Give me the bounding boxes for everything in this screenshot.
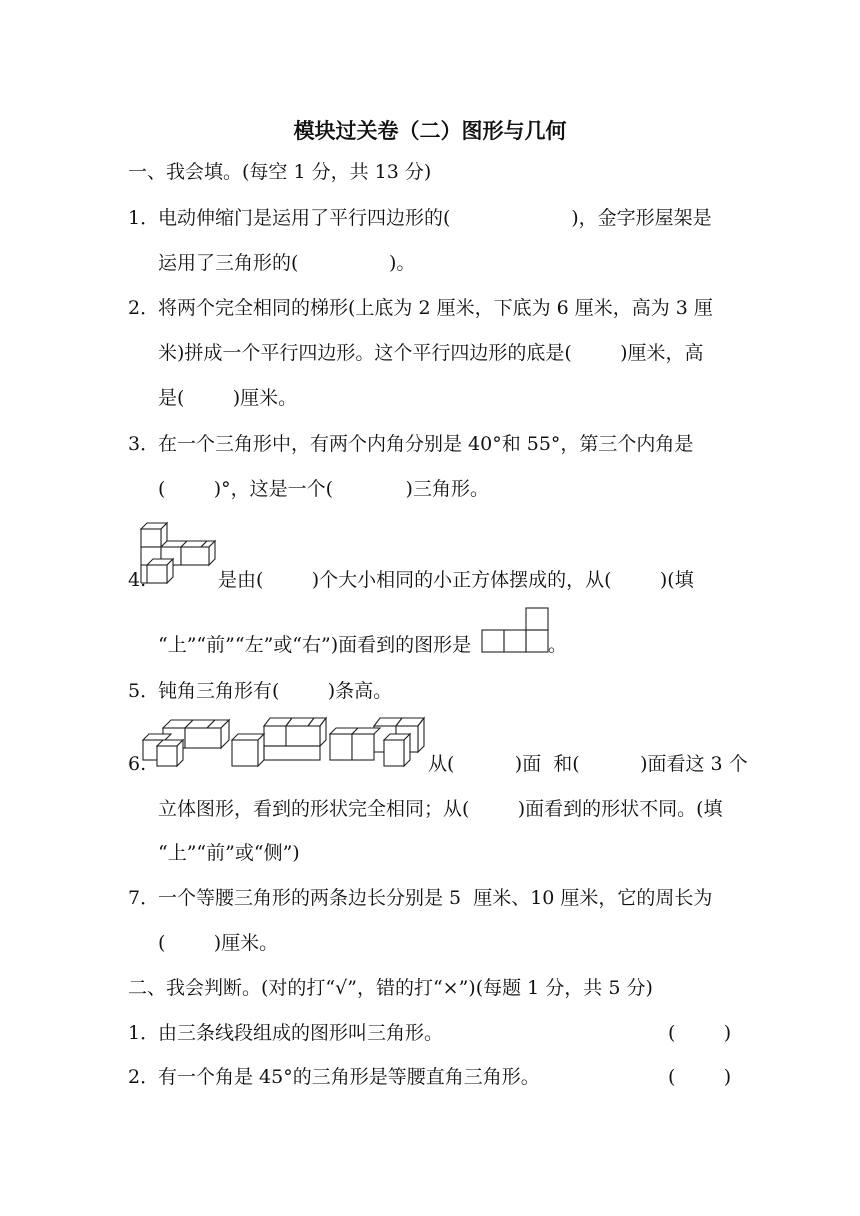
q6-line2: 立体图形，看到的形状完全相同；从( )面看到的形状不同。(填 — [158, 798, 723, 820]
q2-line1 — [128, 295, 713, 321]
q7-line1 — [128, 885, 712, 911]
judge-item-2 — [128, 1064, 540, 1090]
q4-view-figure — [480, 606, 552, 654]
q6-line1: 从( )面 和( )面看这 3 个 — [428, 753, 748, 775]
q6-number: 6. — [128, 753, 147, 775]
q3-line2: ( )°，这是一个( )三角形。 — [158, 478, 489, 500]
q2-line3: 是( )厘米。 — [158, 387, 298, 409]
q5-number: 5． — [128, 680, 160, 702]
q7-line2: ( )厘米。 — [158, 932, 279, 954]
q1-number: 1． — [128, 207, 160, 229]
q5-text-1: 钝角三角形有( )条高。 — [158, 680, 393, 702]
judge-item-1-number: 1． — [128, 1022, 160, 1044]
q4-text-1: 是由( )个大小相同的小正方体摆成的，从( )(填 — [218, 569, 694, 591]
q6-solid-a — [141, 716, 231, 772]
judge-item-1-answer[interactable]: ( ) — [668, 1022, 732, 1044]
q6-solid-b — [230, 716, 328, 772]
q5-line1 — [128, 678, 392, 704]
q1-text-1: 电动伸缩门是运用了平行四边形的( )，金字形屋架是 — [158, 207, 712, 229]
q1-line1 — [128, 205, 712, 231]
q3-line1 — [128, 431, 693, 457]
judge-item-1-text: 由三条线段组成的图形叫三角形。 — [158, 1022, 444, 1044]
judge-item-2-text: 有一个角是 45°的三角形是等腰直角三角形。 — [158, 1066, 540, 1088]
judge-item-1 — [128, 1020, 443, 1046]
section2-heading: 二、我会判断。(对的打“√”，错的打“×”)(每题 1 分，共 5 分) — [128, 977, 653, 999]
q4-number: 4. — [128, 569, 147, 591]
q2-line2: 米)拼成一个平行四边形。这个平行四边形的底是( )厘米，高 — [158, 342, 704, 364]
q7-text-1: 一个等腰三角形的两条边长分别是 5 厘米、10 厘米，它的周长为 — [158, 887, 713, 909]
q2-number: 2． — [128, 297, 160, 319]
judge-item-2-answer[interactable]: ( ) — [668, 1066, 732, 1088]
q4-line2-text: “上”“前”“左”或“右”)面看到的图形是 — [158, 634, 472, 656]
q6-solid-c — [328, 716, 428, 772]
q4-line2-end: 。 — [548, 634, 568, 656]
q7-number: 7． — [128, 887, 160, 909]
q2-text-1: 将两个完全相同的梯形(上底为 2 厘米，下底为 6 厘米，高为 3 厘 — [158, 297, 713, 319]
q3-number: 3． — [128, 433, 160, 455]
q3-text-1: 在一个三角形中，有两个内角分别是 40°和 55°，第三个内角是 — [158, 433, 694, 455]
q4-line1 — [128, 567, 694, 593]
q6-line3: “上”“前”或“侧”) — [158, 842, 300, 864]
q1-line2: 运用了三角形的( )。 — [158, 252, 416, 274]
section1-heading: 一、我会填。(每空 1 分，共 13 分) — [128, 161, 432, 183]
judge-item-2-number: 2． — [128, 1066, 160, 1088]
page-title: 模块过关卷（二）图形与几何 — [293, 119, 567, 143]
